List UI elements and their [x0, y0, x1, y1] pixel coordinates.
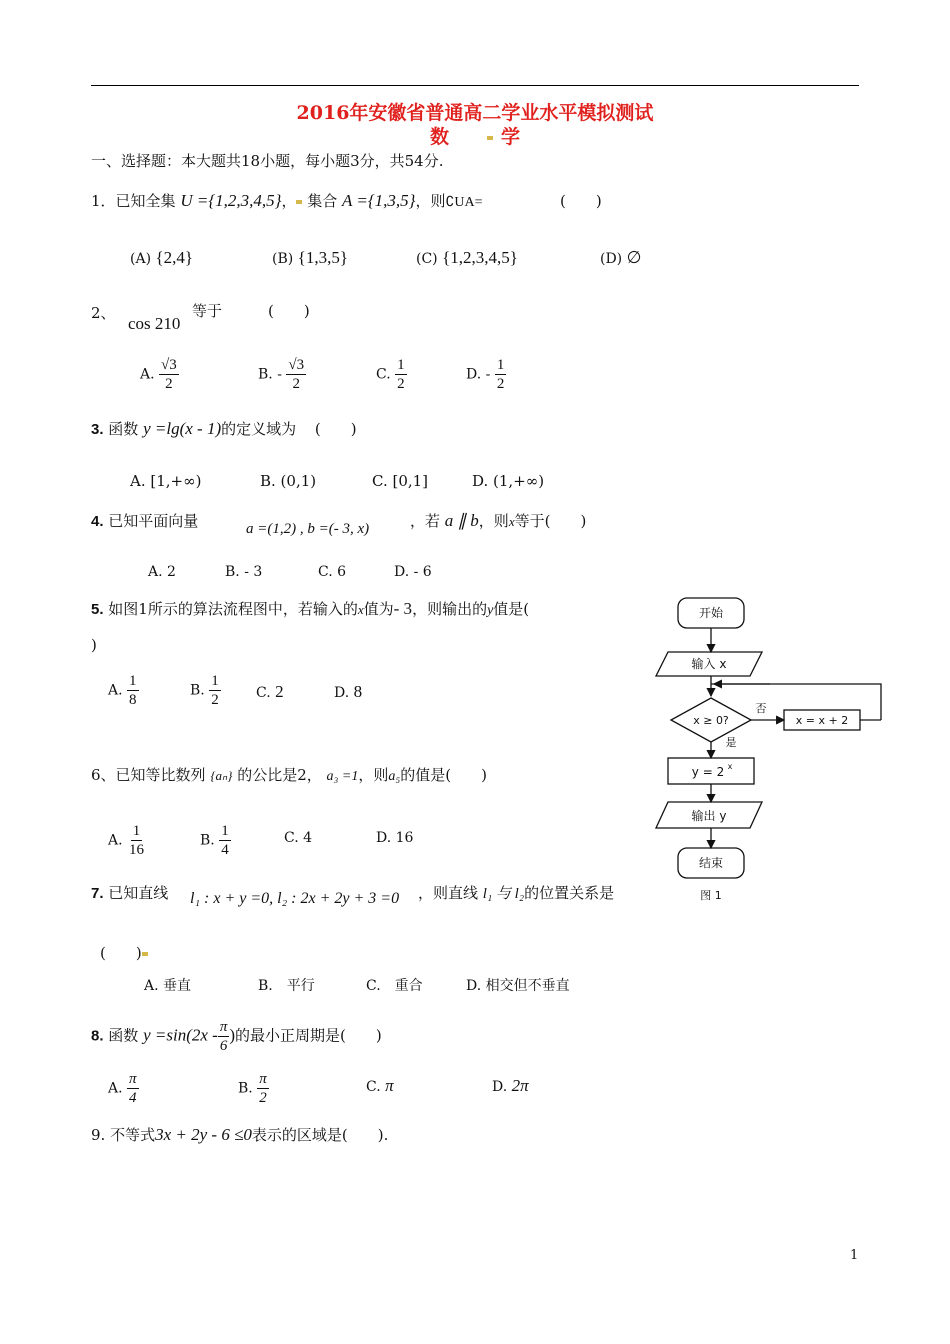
q1-stem: 已知全集: [115, 192, 176, 210]
q4-option-d: D. - 6: [394, 564, 432, 580]
fraction-numerator: 1: [129, 673, 137, 689]
q8-tail: 的最小正周期是( ): [235, 1026, 382, 1045]
q1-number: 1．: [91, 192, 116, 210]
q7-relation: [418, 882, 614, 903]
option-label: B.: [200, 832, 215, 849]
q6-option-c: [284, 830, 312, 846]
flow-input-label: 输入 x: [691, 657, 727, 671]
scan-mark: [487, 136, 493, 140]
q4-then: ，则: [478, 512, 509, 530]
option-label: (A): [130, 251, 152, 267]
q7-paren: ( ): [100, 944, 142, 962]
q2-option-d: [466, 356, 506, 393]
q3-number: 3.: [91, 421, 104, 438]
flow-no-label: 否: [755, 702, 767, 715]
q2-option-a: [140, 356, 179, 393]
option-label: A.: [108, 832, 123, 849]
question-3: [91, 418, 357, 439]
q7-number: 7.: [91, 885, 104, 902]
page-number: 1: [850, 1248, 859, 1263]
fraction-numerator: π: [129, 1071, 137, 1087]
q6-sequence: {aₙ}: [210, 768, 233, 783]
flowchart-figure: [650, 592, 890, 912]
option-value: {1,2,3,4,5}: [442, 248, 518, 267]
q1-paren: ( ): [560, 192, 602, 210]
fraction-denominator: 4: [129, 1090, 137, 1106]
q8-option-d: [492, 1076, 529, 1096]
q8-option-a: [108, 1070, 139, 1107]
option-fraction: [395, 356, 407, 393]
q6-number: 6、: [91, 766, 116, 784]
option-sign: -: [277, 366, 282, 383]
option-label: (B): [272, 251, 294, 267]
q3-tail: 的定义域为: [221, 420, 297, 438]
q5-option-c: [256, 682, 284, 702]
option-label: A.: [108, 1080, 123, 1097]
q2-tail: 等于: [192, 302, 223, 320]
option-fraction: [127, 1070, 139, 1107]
q1-option-b: [272, 248, 348, 268]
q1-then: ，则: [415, 192, 446, 210]
q3-stem: 函数: [108, 420, 139, 438]
option-label: D.: [492, 1079, 508, 1095]
option-label: B.: [238, 1080, 253, 1097]
option-fraction: [219, 822, 231, 859]
question-1: [91, 190, 483, 211]
flow-assign-exponent: x: [727, 762, 733, 771]
q5-option-d: [334, 682, 362, 702]
question-2: [91, 302, 116, 323]
q6-option-d: [376, 830, 413, 846]
q1-complement: ∁UA=: [445, 195, 483, 210]
fraction-numerator: 1: [211, 673, 219, 689]
fraction-denominator: 2: [165, 376, 173, 392]
question-5: [91, 598, 529, 619]
option-fraction: [127, 822, 146, 859]
q4-tail: 等于( ): [514, 512, 587, 530]
fraction-denominator: 2: [292, 376, 300, 392]
option-label: C.: [366, 1079, 381, 1095]
fraction-denominator: 2: [211, 692, 219, 708]
option-label: D.: [334, 685, 350, 701]
q8-expression-start: y =sin(2x -: [143, 1025, 218, 1045]
option-label: (D): [600, 251, 623, 267]
fraction-denominator: 6: [219, 1038, 228, 1054]
option-value: 8: [353, 682, 363, 701]
q5-mid: 值为: [363, 600, 394, 618]
q3-option-d: D. (1,+∞): [472, 472, 545, 490]
q3-option-c: C. [0,1]: [372, 472, 429, 490]
q3-option-a: A. [1,+∞): [130, 472, 202, 490]
q5-var-y: y: [487, 603, 494, 618]
q8-number: 8.: [91, 1027, 104, 1045]
option-label: D.: [466, 366, 482, 383]
q4-option-c: C. 6: [318, 564, 347, 580]
q7-paren-group: [100, 942, 148, 963]
question-6: [91, 764, 487, 785]
option-label: C.: [256, 685, 271, 701]
option-label: B.: [190, 682, 205, 699]
flow-caption: 图 1: [700, 889, 722, 902]
fraction-denominator: 4: [221, 842, 229, 858]
q4-mid: ，若: [410, 512, 441, 530]
option-value: π: [385, 1076, 394, 1095]
scan-mark: [142, 952, 148, 956]
q8-option-c: [366, 1076, 394, 1096]
flow-start-label: 开始: [698, 606, 724, 620]
q1-set-word: 集合: [307, 192, 338, 210]
option-fraction: [209, 672, 221, 709]
q7-stem: 已知直线: [108, 884, 169, 902]
q1-sep: ，: [281, 192, 297, 210]
q5-tail: ，则输出的: [412, 600, 488, 618]
paper-subject: [0, 122, 950, 149]
q6-option-b: [200, 822, 231, 859]
q4-number: 4.: [91, 513, 104, 530]
flow-end-label: 结束: [698, 856, 724, 870]
q1-universal-set: U ={1,2,3,4,5}: [180, 191, 282, 210]
flow-output-label: 输出 y: [691, 809, 727, 823]
q7-mid: ，则直线: [418, 884, 479, 902]
option-label: C.: [376, 366, 391, 383]
q2-expression: cos 210: [128, 314, 181, 333]
q9-tail: 表示的区域是( ).: [251, 1126, 389, 1144]
option-value: ∅: [626, 248, 642, 267]
option-label: A.: [140, 366, 155, 383]
question-8: [91, 1018, 382, 1055]
option-label: D.: [376, 830, 392, 846]
q3-expression: y =lg(x - 1): [143, 419, 222, 438]
question-9: [91, 1124, 388, 1145]
fraction-numerator: 1: [496, 357, 505, 373]
q6-option-a: [108, 822, 146, 859]
flow-update-label: x = x + 2: [795, 714, 849, 727]
q6-target: a₅: [388, 769, 401, 784]
flow-condition-label: x ≥ 0?: [693, 714, 729, 727]
q9-inequality: 3x + 2y - 6 ≤0: [155, 1125, 252, 1144]
subject-left: 数: [429, 126, 449, 148]
option-label: C.: [284, 830, 299, 846]
q9-number: 9.: [91, 1126, 106, 1144]
fraction-denominator: 2: [397, 376, 405, 392]
q5-stem: 如图1所示的算法流程图中，若输入的: [108, 600, 358, 618]
fraction-numerator: 1: [132, 823, 141, 839]
q4-condition: [410, 510, 586, 531]
q5-tail2: 值是(: [493, 600, 530, 618]
q2-number: 2、: [91, 304, 116, 322]
q1-option-d: [600, 248, 641, 268]
q7-option-a: A. 垂直: [144, 978, 192, 994]
q8-option-b: [238, 1070, 269, 1107]
fraction-numerator: π: [259, 1071, 267, 1087]
option-fraction: [495, 356, 507, 393]
q1-option-a: [130, 248, 193, 268]
fraction-numerator: √3: [161, 357, 177, 373]
q4-var: x: [508, 514, 515, 529]
q7-lines: l₁ : x + y =0, l₂ : 2x + 2y + 3 =0: [190, 890, 400, 907]
q1-option-c: [416, 248, 518, 268]
q4-parallel: a ∥ b: [444, 511, 479, 530]
option-label: B.: [258, 366, 273, 383]
q5-close: ): [91, 636, 97, 654]
option-value: {2,4}: [155, 248, 194, 267]
paper-title: 2016年安徽省普通高二学业水平模拟测试: [296, 102, 654, 124]
flow-yes-label: 是: [725, 736, 737, 749]
q6-mid: 的公比是2，: [237, 766, 322, 784]
option-value: {1,3,5}: [297, 248, 348, 267]
q8-stem: 函数: [108, 1026, 139, 1045]
option-value: 2: [275, 682, 284, 701]
q6-then: ，则: [358, 766, 389, 784]
option-fraction: [257, 1070, 269, 1107]
q4-option-b: B. - 3: [225, 564, 263, 580]
q6-condition: a₃ =1: [326, 769, 359, 784]
q8-fraction: [218, 1018, 230, 1055]
q5-option-a: [108, 672, 139, 709]
q7-pair: l₁ 与 l₂: [482, 886, 525, 902]
question-7: [91, 882, 168, 903]
q3-option-b: B. (0,1): [260, 472, 317, 490]
q5-number: 5.: [91, 601, 104, 618]
subject-right: 学: [501, 126, 521, 148]
option-value: 16: [395, 830, 414, 846]
q6-stem: 已知等比数列: [115, 766, 206, 784]
fraction-denominator: 16: [129, 842, 145, 858]
option-sign: -: [485, 366, 491, 383]
fraction-denominator: 8: [129, 692, 137, 708]
q6-tail: 的值是( ): [400, 766, 487, 784]
option-fraction: [127, 672, 139, 709]
fraction-numerator: π: [219, 1019, 228, 1035]
fraction-denominator: 2: [259, 1090, 267, 1106]
q7-option-d: D. 相交但不垂直: [466, 978, 570, 994]
q5-option-b: [190, 672, 221, 709]
q7-option-b: B. 平行: [258, 978, 315, 994]
question-4: [91, 510, 198, 531]
q2-option-c: [376, 356, 407, 393]
option-label: (C): [416, 251, 438, 267]
option-value: 4: [303, 830, 313, 846]
flow-assign-label: y = 2: [691, 765, 725, 779]
q7-tail: 的位置关系是: [524, 884, 615, 902]
option-value: 2π: [511, 1076, 529, 1095]
q7-option-c: C. 重合: [366, 978, 423, 994]
q3-paren: ( ): [314, 420, 357, 438]
section-heading: 一、选择题：本大题共18小题，每小题3分，共54分.: [91, 152, 444, 170]
q5-input-value: - 3: [393, 599, 413, 618]
header-rule: [91, 85, 859, 86]
fraction-numerator: √3: [288, 357, 305, 373]
option-label: A.: [108, 682, 123, 699]
q4-option-a: A. 2: [148, 564, 176, 580]
fraction-numerator: 1: [397, 357, 405, 373]
q2-paren: ( ): [268, 302, 310, 320]
q1-set-a: A ={1,3,5}: [342, 191, 416, 210]
q4-vectors: a =(1,2) , b =(- 3, x): [246, 521, 370, 537]
q5-var-x: x: [357, 602, 364, 617]
option-fraction: [286, 356, 306, 393]
q2-option-b: [258, 356, 306, 393]
fraction-numerator: 1: [221, 823, 229, 839]
q9-stem: 不等式: [110, 1126, 156, 1144]
q4-stem: 已知平面向量: [108, 512, 199, 530]
q8-expression-end: ): [229, 1025, 236, 1045]
option-fraction: [159, 356, 179, 393]
fraction-denominator: 2: [496, 376, 505, 392]
scan-mark: [296, 200, 302, 204]
